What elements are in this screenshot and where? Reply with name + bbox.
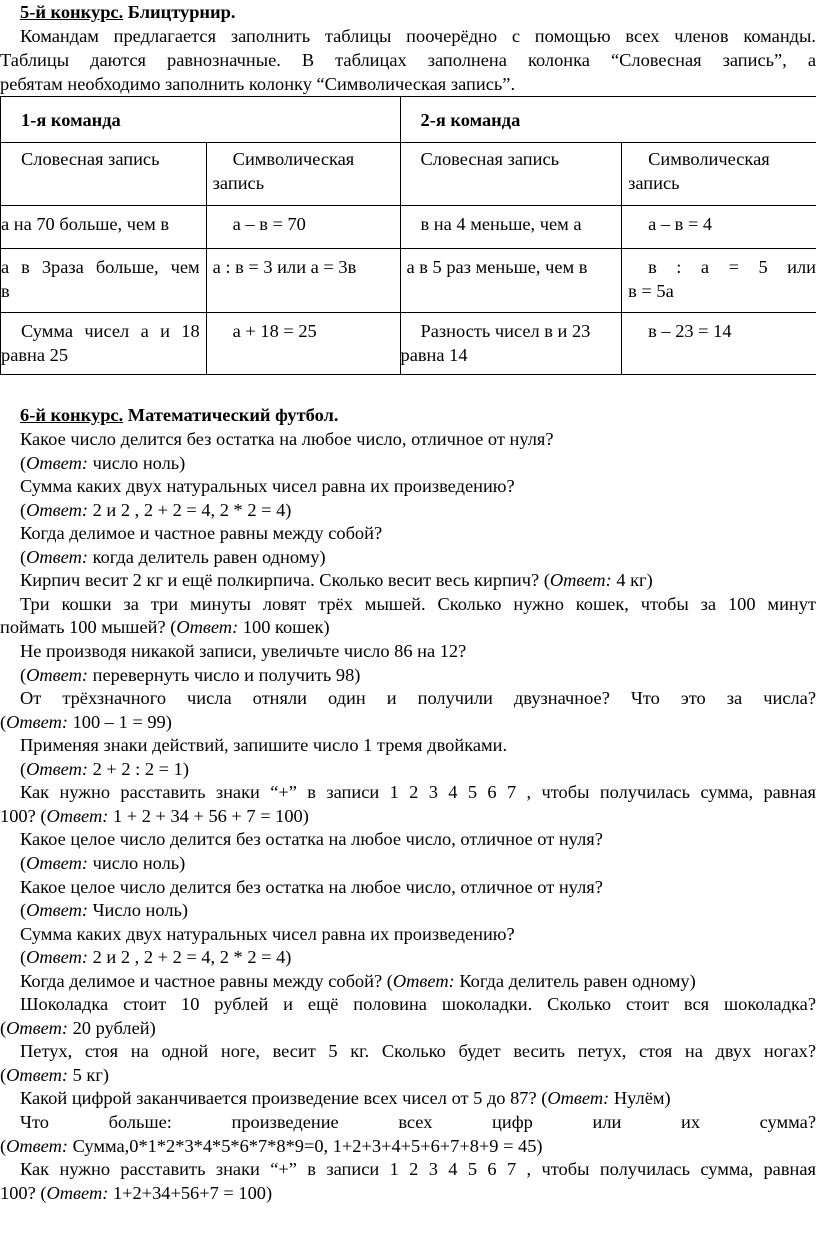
answer-text: 20 рублей) xyxy=(68,1017,156,1038)
section6-number: 6-й конкурс. xyxy=(20,405,124,425)
line-text: Какое целое число делится без остатка на любое число, отличное от нуля? xyxy=(20,876,603,897)
line-text: От трёхзначного числа отняли один и получили двузначное? Что это за числа? xyxy=(20,688,816,708)
question-line xyxy=(20,945,816,969)
question-line xyxy=(0,1181,816,1205)
question-line xyxy=(20,474,816,498)
line-text: Шоколадка стоит 10 рублей и ещё половина шоколадки. Сколько стоит вся шоколадка? xyxy=(20,994,816,1015)
line-text: ( xyxy=(20,452,27,473)
line-text: Когда делимое и частное равны между собой? ( xyxy=(20,970,393,991)
line-text: Кирпич весит 2 кг и ещё полкирпича. Сколько весит весь кирпич? ( xyxy=(20,570,550,591)
t2-symbolic-cell: а – в = 4 xyxy=(622,206,816,249)
question-line xyxy=(20,498,816,522)
question-line xyxy=(20,686,816,710)
answer-text: 2 и 2 , 2 + 2 = 4, 2 * 2 = 4) xyxy=(88,499,292,520)
answer-label: Ответ: xyxy=(549,570,612,591)
answer-text: 1 + 2 + 34 + 56 + 7 = 100) xyxy=(108,805,309,826)
column-header-row xyxy=(1,143,816,206)
answer-label: Ответ: xyxy=(46,805,109,826)
line-text: ( xyxy=(20,900,27,920)
answer-label: Ответ: xyxy=(26,499,88,520)
t1-verbal-cell: Сумма чисел а и 18 равна 25 xyxy=(1,313,207,375)
question-line xyxy=(20,545,816,569)
blitz-table xyxy=(0,96,816,375)
question-line xyxy=(20,969,816,993)
question-line xyxy=(20,827,816,851)
answer-text: 4 кг) xyxy=(611,570,653,591)
table-row xyxy=(1,249,816,313)
question-line xyxy=(20,780,816,804)
answer-label: Ответ: xyxy=(26,900,88,920)
line-text: Сумма каких двух натуральных чисел равна их произведению? xyxy=(20,476,515,497)
t1-verbal-header: Словесная запись xyxy=(1,143,207,206)
line-text: поймать 100 мышей? ( xyxy=(0,617,177,638)
question-line xyxy=(20,427,816,451)
line-text: Не производя никакой записи, увеличьте число 86 на 12? xyxy=(20,641,467,661)
section5-intro-line-3: ребятам необходимо заполнить колонку “Символическая запись”. xyxy=(0,74,516,94)
question-line xyxy=(20,875,816,899)
line-text: ( xyxy=(20,664,27,685)
answer-label: Ответ: xyxy=(6,1017,68,1038)
t2-symbolic-cell: в – 23 = 14 xyxy=(622,313,816,375)
line-text: Три кошки за три минуты ловят трёх мышей. Сколько нужно кошек, чтобы за 100 минут xyxy=(20,593,816,614)
line-text: ( xyxy=(20,546,27,567)
t2-verbal-cell: в на 4 меньше, чем а xyxy=(400,206,622,249)
line-text: Какое целое число делится без остатка на любое число, отличное от нуля? xyxy=(20,829,603,850)
line-text: 100? ( xyxy=(0,805,47,826)
question-line xyxy=(20,1086,816,1110)
answer-label: Ответ: xyxy=(26,852,88,873)
answer-text: когда делитель равен одному) xyxy=(88,546,326,567)
answer-text: 2 + 2 : 2 = 1) xyxy=(88,758,189,779)
answer-text: 1+2+34+56+7 = 100) xyxy=(108,1182,273,1203)
question-line xyxy=(20,1110,816,1134)
answer-text: 5 кг) xyxy=(68,1064,109,1085)
t2-symbolic-cell: в : а = 5 или в = 5а xyxy=(622,249,816,313)
line-text: ( xyxy=(20,499,27,520)
line-text: Какой цифрой заканчивается произведение всех чисел от 5 до 87? ( xyxy=(20,1088,548,1109)
section5-title: Блицтурнир. xyxy=(127,2,236,22)
line-text: ( xyxy=(0,1135,7,1156)
answer-label: Ответ: xyxy=(26,758,88,779)
question-line xyxy=(20,568,816,592)
question-line xyxy=(0,1134,816,1158)
t1-verbal-cell: а на 70 больше, чем в xyxy=(1,206,207,249)
answer-text: 2 и 2 , 2 + 2 = 4, 2 * 2 = 4) xyxy=(88,947,292,968)
t1-symbolic-cell: а : в = 3 или а = 3в xyxy=(206,249,400,313)
answer-text: число ноль) xyxy=(88,852,186,873)
answer-text: Нулём) xyxy=(609,1088,671,1109)
line-text: Сумма каких двух натуральных чисел равна их произведению? xyxy=(20,923,515,944)
line-text: Как нужно расставить знаки “+” в записи 1 2 3 4 5 6 7 , чтобы получилась сумма, равная xyxy=(20,782,816,803)
question-line xyxy=(0,1016,816,1040)
question-line xyxy=(20,733,816,757)
t1-symbolic-header: Символическая запись xyxy=(206,143,400,206)
section6-heading xyxy=(20,403,816,427)
answer-text: 100 – 1 = 99) xyxy=(68,711,172,732)
line-text: Петух, стоя на одной ноге, весит 5 кг. Сколько будет весить петух, стоя на двух ногах? xyxy=(20,1041,816,1062)
question-line xyxy=(20,451,816,475)
line-text: Как нужно расставить знаки “+” в записи 1 2 3 4 5 6 7 , чтобы получилась сумма, равная xyxy=(20,1159,816,1180)
line-text: 100? ( xyxy=(0,1182,47,1203)
question-line xyxy=(20,1157,816,1181)
question-line xyxy=(0,615,816,639)
answer-label: Ответ: xyxy=(6,1064,68,1085)
answer-label: Ответ: xyxy=(547,1088,610,1109)
line-text: Какое число делится без остатка на любое число, отличное от нуля? xyxy=(20,429,554,449)
t2-symbolic-header: Символическая запись xyxy=(622,143,816,206)
question-line xyxy=(20,898,816,922)
question-line xyxy=(0,1063,816,1087)
answer-label: Ответ: xyxy=(26,546,88,567)
question-line xyxy=(20,922,816,946)
section6-title: Математический футбол. xyxy=(127,405,339,425)
question-line xyxy=(20,639,816,663)
question-line xyxy=(0,804,816,828)
section5-intro-line-2: Таблицы даются равнозначные. В таблицах заполнена колонка “Словесная запись”, а xyxy=(0,50,816,70)
question-line xyxy=(20,992,816,1016)
question-line xyxy=(20,757,816,781)
line-text: ( xyxy=(0,1017,7,1038)
question-line xyxy=(20,521,816,545)
answer-label: Ответ: xyxy=(6,1135,68,1156)
answer-label: Ответ: xyxy=(392,970,455,991)
team-header-row xyxy=(1,97,816,143)
t1-symbolic-cell: а – в = 70 xyxy=(206,206,400,249)
line-text: Применяя знаки действий, запишите число 1 тремя двойками. xyxy=(20,735,508,756)
t2-verbal-cell: а в 5 раз меньше, чем в xyxy=(400,249,622,313)
answer-text: Когда делитель равен одному) xyxy=(454,970,696,991)
t1-symbolic-cell: а + 18 = 25 xyxy=(206,313,400,375)
answer-text: Сумма,0*1*2*3*4*5*6*7*8*9=0, 1+2+3+4+5+6+7+8+9 = 45) xyxy=(68,1135,543,1156)
answer-label: Ответ: xyxy=(26,452,88,473)
team2-header: 2-я команда xyxy=(400,97,816,143)
question-line xyxy=(0,710,816,734)
line-text: Что больше: произведение всех цифр или их сумма? xyxy=(20,1112,816,1132)
question-line xyxy=(20,1039,816,1063)
team1-header: 1-я команда xyxy=(1,97,401,143)
answer-text: перевернуть число и получить 98) xyxy=(88,664,361,685)
line-text: ( xyxy=(20,947,27,968)
answer-label: Ответ: xyxy=(176,617,239,638)
answer-label: Ответ: xyxy=(6,711,68,732)
section5-intro-line-1: Командам предлагается заполнить таблицы поочерёдно с помощью всех членов команды. xyxy=(20,26,816,46)
question-line xyxy=(20,592,816,616)
question-line xyxy=(20,851,816,875)
section5-number: 5-й конкурс. xyxy=(20,2,124,22)
answer-text: 100 кошек) xyxy=(238,617,330,638)
answer-label: Ответ: xyxy=(26,947,88,968)
answer-label: Ответ: xyxy=(46,1182,109,1203)
answer-text: Число ноль) xyxy=(88,900,189,920)
t2-verbal-header: Словесная запись xyxy=(400,143,622,206)
answer-label: Ответ: xyxy=(26,664,88,685)
table-row xyxy=(1,206,816,249)
t2-verbal-cell: Разность чисел в и 23 равна 14 xyxy=(400,313,622,375)
line-text: Когда делимое и частное равны между собой? xyxy=(20,523,383,544)
line-text: ( xyxy=(0,711,7,732)
line-text: ( xyxy=(20,852,27,873)
t1-verbal-cell: а в 3раза больше, чем в xyxy=(1,249,207,313)
question-line xyxy=(20,663,816,687)
line-text: ( xyxy=(0,1064,7,1085)
line-text: ( xyxy=(20,758,27,779)
table-row xyxy=(1,313,816,375)
answer-text: число ноль) xyxy=(88,452,186,473)
section5-heading xyxy=(20,0,816,24)
